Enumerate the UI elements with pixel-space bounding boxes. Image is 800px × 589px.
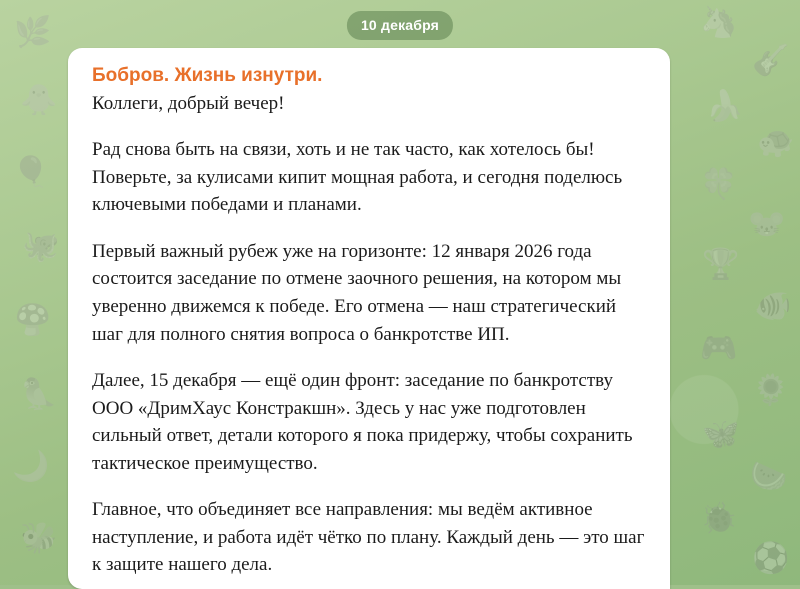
wallpaper-doodle-icon: 🦄 (700, 6, 738, 39)
message-author: Бобров. Жизнь изнутри. (92, 65, 323, 86)
message-bubble[interactable] (68, 48, 670, 589)
wallpaper-doodle-icon: 🌿 (14, 16, 52, 49)
wallpaper-doodle-icon: 🎈 (12, 156, 50, 189)
wallpaper-doodle-icon: 🍉 (750, 460, 788, 493)
wallpaper-doodle-icon: 🐢 (757, 126, 795, 159)
wallpaper-doodle-icon: 🐭 (748, 208, 786, 241)
date-separator: 10 декабря (347, 11, 453, 40)
wallpaper-doodle-icon: 🐥 (20, 84, 58, 117)
wallpaper-doodle-icon: 🏆 (702, 248, 740, 281)
wallpaper-doodle-icon: 🐙 (22, 230, 60, 263)
wallpaper-doodle-icon: 🍀 (700, 168, 738, 201)
wallpaper-doodle-icon: ⚽ (752, 542, 790, 575)
message-paragraph: Первый важный рубеж уже на горизонте: 12 января 2026 года состоится заседание по отмене заочного решения, на котором мы уверенно движемся к победе. Его отмена — наш стратегический шаг для полного снятия вопроса о банкротстве ИП. (92, 240, 622, 345)
wallpaper-doodle-icon: 🍄 (14, 304, 52, 337)
message-paragraph: Рад снова быть на связи, хоть и не так часто, как хотелось бы! Поверьте, за кулисами кипит мощная работа, и сегодня поделюсь ключевыми победами и планами. (92, 139, 623, 216)
wallpaper-doodle-icon: 🎮 (700, 332, 738, 365)
wallpaper-doodle-icon: 🦜 (20, 378, 58, 411)
wallpaper-doodle-icon: 🦋 (702, 418, 740, 451)
wallpaper-doodle-icon: 🎸 (752, 44, 790, 77)
wallpaper-doodle-icon: 🍌 (706, 90, 744, 123)
wallpaper-doodle-icon: 🐠 (754, 290, 792, 323)
wallpaper-doodle-icon: 🌻 (752, 374, 790, 407)
wallpaper-doodle-icon: 🌙 (12, 450, 50, 483)
wallpaper-doodle-icon: 🐝 (20, 522, 58, 555)
message-paragraph: Коллеги, добрый вечер! (92, 92, 285, 114)
message-paragraph: Далее, 15 декабря — ещё один фронт: заседание по банкротству ООО «ДримХаус Констракшн». Здесь у нас уже подготовлен сильный ответ, детали которого я пока придержу, чтобы сохранить тактическое преимущество. (92, 370, 633, 474)
message-paragraph: Главное, что объединяет все направления: мы ведём активное наступление, и работа идёт чётко по плану. Каждый день — это шаг к защите нашего дела. (92, 499, 645, 576)
wallpaper-doodle-icon: 🐞 (700, 502, 738, 535)
message-text (92, 90, 648, 579)
